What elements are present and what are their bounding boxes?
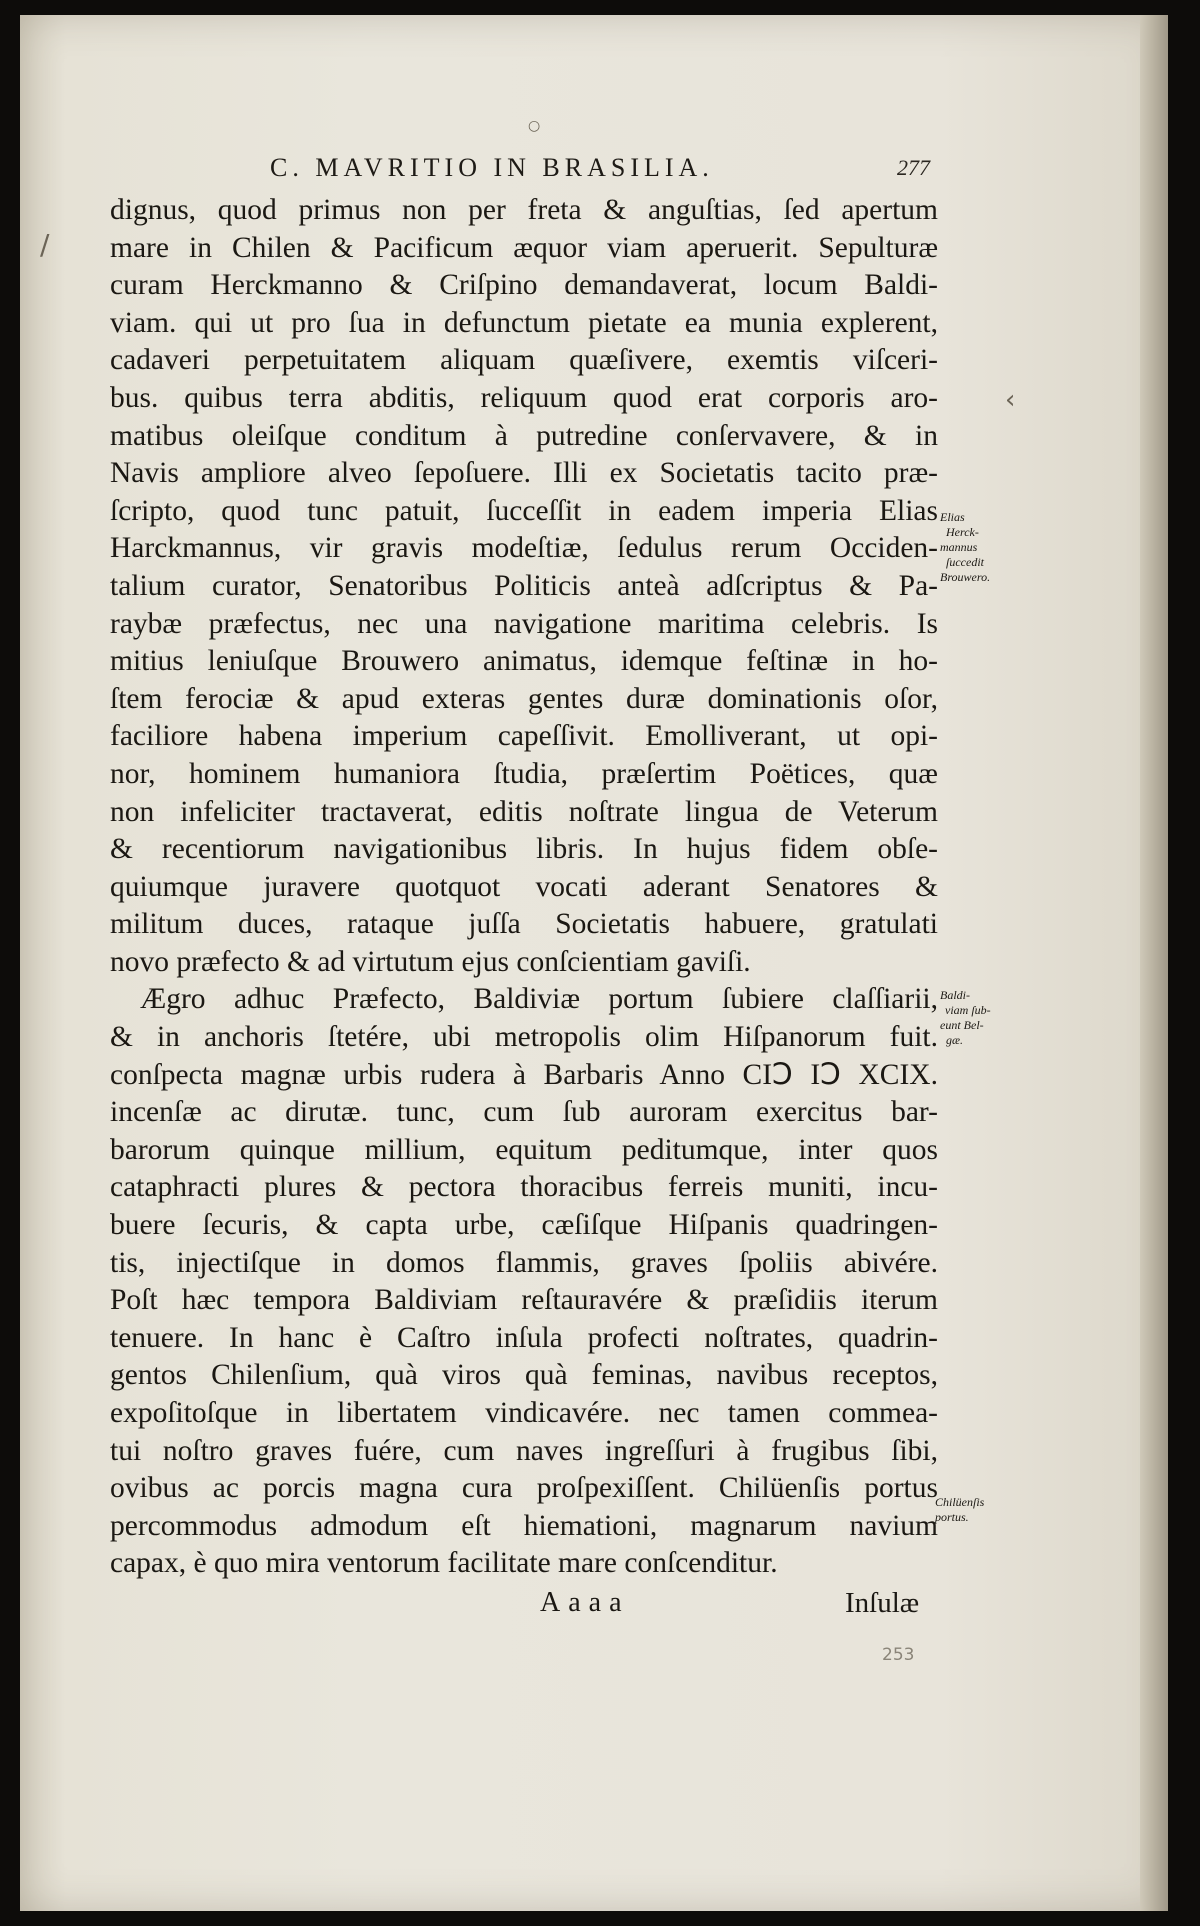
text-line: tui noſtro graves fuére, cum naves ingreſſuri à frugibus ſibi, (110, 1434, 938, 1467)
circle-mark-icon: ○ (528, 118, 541, 134)
text-line: cadaveri perpetuitatem aliquam quæſivere, exemtis viſceri- (110, 344, 938, 377)
text-line: faciliore habena imperium capeſſivit. Emolliverant, ut opi- (110, 720, 938, 753)
text-line: Ægro adhuc Præfecto, Baldiviæ portum ſubiere claſſiarii, (140, 983, 938, 1016)
body-text (110, 192, 938, 1583)
text-line: matibus oleiſque conditum à putredine conſervavere, & in (110, 419, 938, 452)
text-line: incenſæ ac dirutæ. tunc, cum ſub auroram exercitus bar- (110, 1096, 938, 1129)
note-line: gæ. (946, 1033, 964, 1047)
text-line: Harckmannus, vir gravis modeſtiæ, ſedulus rerum Occiden- (110, 532, 938, 565)
text-line: ſcripto, quod tunc patuit, ſucceſſit in eadem imperia Elias (110, 494, 938, 527)
marginal-note-baldiviam (940, 988, 1020, 1048)
text-line: curam Herckmanno & Criſpino demandaverat, locum Baldi- (110, 269, 938, 302)
text-line: capax, è quo mira ventorum facilitate mare conſcenditur. (110, 1547, 778, 1580)
marginal-note-chiluensis (935, 1495, 1015, 1525)
note-line: eunt Bel- (940, 1018, 984, 1032)
margin-mark-icon: ‹ (1005, 385, 1016, 415)
note-line: Elias (940, 510, 965, 524)
note-line: portus. (935, 1510, 969, 1524)
note-line: ſuccedit (946, 555, 984, 569)
pencil-folio-number: 253 (882, 1645, 915, 1665)
text-line: non infeliciter tractaverat, editis noſtrate lingua de Veterum (110, 795, 938, 828)
text-line: Navis ampliore alveo ſepoſuere. Illi ex Societatis tacito præ- (110, 457, 938, 490)
text-line: viam. qui ut pro ſua in defunctum pietate ea munia explerent, (110, 306, 938, 339)
note-line: mannus (940, 540, 978, 554)
note-line: Herck- (946, 525, 979, 539)
text-line: nor, hominem humaniora ſtudia, præſertim Poëtices, quæ (110, 757, 938, 790)
text-line: tis, injectiſque in domos flammis, graves ſpoliis abivére. (110, 1246, 938, 1279)
text-line: Poſt hæc tempora Baldiviam reſtauravére & præſidiis iterum (110, 1284, 938, 1317)
text-line: bus. quibus terra abditis, reliquum quod erat corporis aro- (110, 381, 938, 414)
text-line: dignus, quod primus non per freta & anguſtias, ſed apertum (110, 194, 938, 226)
text-line: ovibus ac porcis magna cura proſpexiſſent. Chilüenſis portus (110, 1472, 938, 1505)
text-line: mare in Chilen & Pacificum æquor viam aperuerit. Sepulturæ (110, 231, 938, 264)
text-line: cataphracti plures & pectora thoracibus ferreis muniti, incu- (110, 1171, 938, 1204)
running-head: C. MAVRITIO IN BRASILIA. (270, 153, 714, 182)
text-line: percommodus admodum eſt hiemationi, magnarum navium (110, 1509, 938, 1542)
margin-stroke-icon: / (40, 228, 50, 261)
text-line: raybæ præfectus, nec una navigatione maritima celebris. Is (110, 607, 938, 640)
page-number: 277 (897, 155, 930, 180)
text-line: mitius leniuſque Brouwero animatus, idemque feſtinæ in ho- (110, 645, 938, 678)
note-line: Chilüenſis (935, 1495, 985, 1509)
text-line: & recentiorum navigationibus libris. In hujus fidem obſe- (110, 833, 938, 866)
text-line: ſtem ferociæ & apud exteras gentes duræ dominationis oſor, (110, 682, 938, 715)
text-line: gentos Chilenſium, quà viros quà feminas, navibus receptos, (110, 1359, 938, 1392)
catchword: Inſulæ (845, 1587, 920, 1619)
marginal-note-elias (940, 510, 1020, 585)
note-line: viam ſub- (945, 1003, 991, 1017)
text-line: talium curator, Senatoribus Politicis anteà adſcriptus & Pa- (110, 569, 938, 602)
text-line: militum duces, rataque juſſa Societatis habuere, gratulati (110, 908, 938, 941)
note-line: Brouwero. (940, 570, 991, 584)
text-line: & in anchoris ſtetére, ubi metropolis olim Hiſpanorum fuit. (110, 1021, 938, 1054)
text-line: quiumque juravere quotquot vocati aderant Senatores & (110, 870, 938, 903)
text-line: barorum quinque millium, equitum peditumque, inter quos (110, 1133, 938, 1166)
text-line: novo præfecto & ad virtutum ejus conſcientiam gaviſi. (110, 945, 751, 978)
page-fold-edges (1140, 15, 1168, 1911)
note-line: Baldi- (940, 988, 970, 1002)
signature-mark: Aaaa (540, 1587, 630, 1618)
text-line: tenuere. In hanc è Caſtro inſula profecti noſtrates, quadrin- (110, 1321, 938, 1354)
text-line: expoſitoſque in libertatem vindicavére. nec tamen commea- (110, 1397, 938, 1429)
text-line: conſpecta magnæ urbis rudera à Barbaris Anno CIↃ IↃ XCIX. (110, 1058, 938, 1091)
text-line: buere ſecuris, & capta urbe, cæſiſque Hiſpanis quadringen- (110, 1209, 938, 1242)
